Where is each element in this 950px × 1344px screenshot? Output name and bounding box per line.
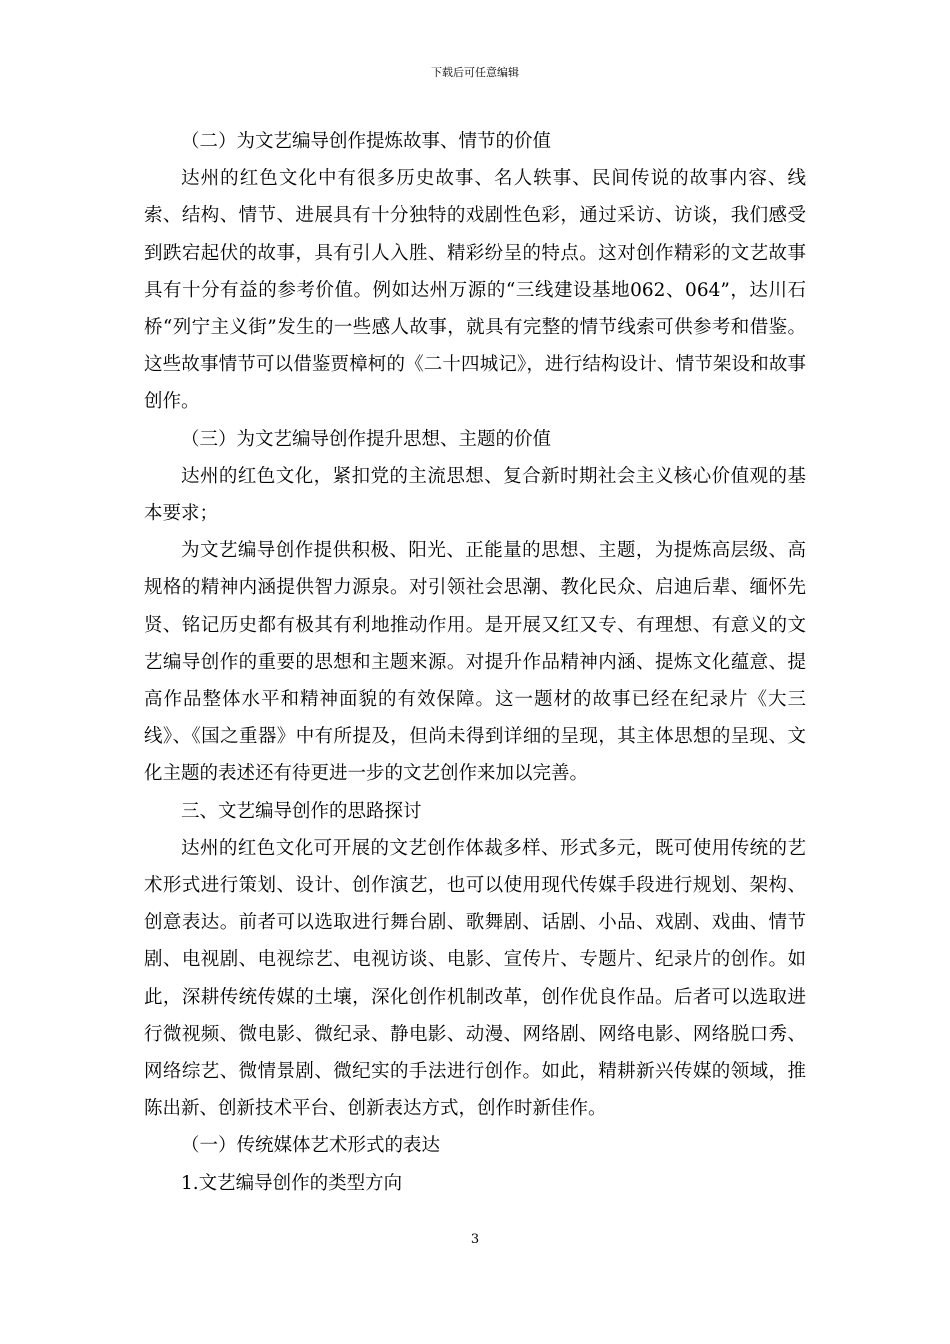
chapter-heading-3: 三、文艺编导创作的思路探讨 <box>181 800 422 822</box>
page-header: 下载后可任意编辑 <box>431 66 519 79</box>
subsection-heading-1: 1.文艺编导创作的类型方向 <box>181 1172 403 1194</box>
body-paragraph: 达州的红色文化中有很多历史故事、名人轶事、民间传说的故事内容、线索、结构、情节、进展具有十分独特的戏剧性色彩，通过采访、访谈，我们感受到跌宕起伏的故事，具有引人入胜、精彩纷呈的特点。这对创作精彩的文艺故事具有十分有益的参考价值。例如达州万源的“三线建设基地062、064”，达川石桥“列宁主义街”发生的一些感人故事，就具有完整的情节线索可供参考和借鉴。这些故事情节可以借鉴贾樟柯的《二十四城记》，进行结构设计、情节架设和故事创作。 <box>144 168 806 413</box>
page-number: 3 <box>470 1232 480 1247</box>
body-paragraph: 为文艺编导创作提供积极、阳光、正能量的思想、主题，为提炼高层级、高规格的精神内涵提供智力源泉。对引领社会思潮、教化民众、启迪后辈、缅怀先贤、铭记历史都有极其有利地推动作用。是开展又红又专、有理想、有意义的文艺编导创作的重要的思想和主题来源。对提升作品精神内涵、提炼文化蕴意、提高作品整体水平和精神面貌的有效保障。这一题材的故事已经在纪录片《大三线》、《国之重器》中有所提及，但尚未得到详细的呈现，其主体思想的呈现、文化主题的表述还有待更进一步的文艺创作来加以完善。 <box>144 540 806 785</box>
body-paragraph: 达州的红色文化可开展的文艺创作体裁多样、形式多元，既可使用传统的艺术形式进行策划、设计、创作演艺，也可以使用现代传媒手段进行规划、架构、创意表达。前者可以选取进行舞台剧、歌舞剧、话剧、小品、戏剧、戏曲、情节剧、电视剧、电视综艺、电视访谈、电影、宣传片、专题片、纪录片的创作。如此，深耕传统传媒的土壤，深化创作机制改革，创作优良作品。后者可以选取进行微视频、微电影、微纪录、静电影、动漫、网络剧、网络电影、网络脱口秀、网络综艺、微情景剧、微纪实的手法进行创作。如此，精耕新兴传媒的领域，推陈出新、创新技术平台、创新表达方式，创作时新佳作。 <box>144 837 806 1120</box>
body-paragraph: 达州的红色文化，紧扣党的主流思想、复合新时期社会主义核心价值观的基本要求； <box>144 465 806 525</box>
section-heading-1: （一）传统媒体艺术形式的表达 <box>181 1135 441 1157</box>
section-heading-3: （三）为文艺编导创作提升思想、主题的价值 <box>181 428 552 450</box>
document-body <box>144 123 806 1202</box>
section-heading-2: （二）为文艺编导创作提炼故事、情节的价值 <box>181 131 552 152</box>
